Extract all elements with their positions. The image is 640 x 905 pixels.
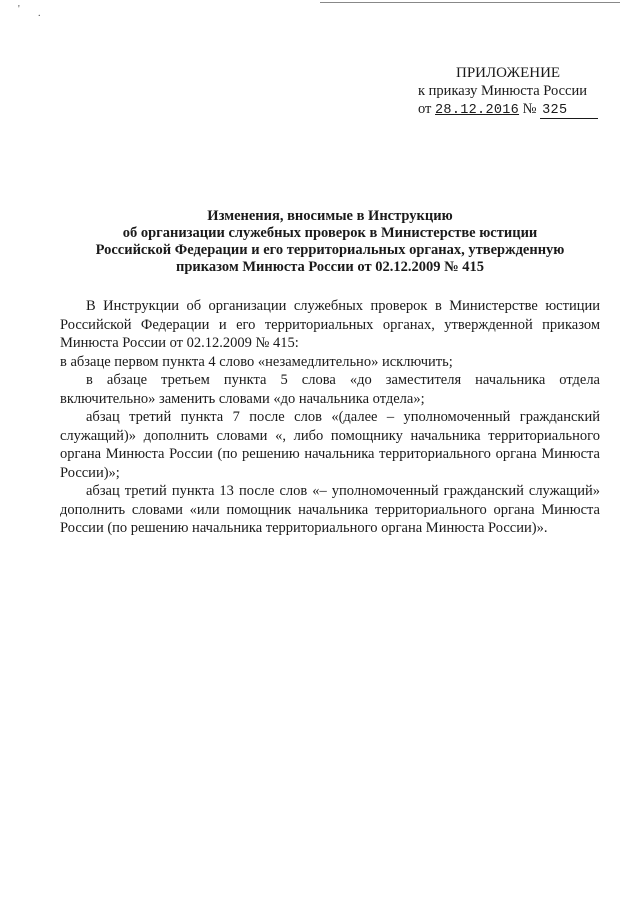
paragraph-item-5: в абзаце третьем пункта 5 слова «до заместителя начальника отдела включительно» заменить словами «до начальника отдела»; <box>60 372 600 407</box>
appendix-number-value: 325 <box>542 103 568 118</box>
heading-line-2: об организации служебных проверок в Министерстве юстиции <box>122 225 538 241</box>
appendix-number-sign: № <box>522 101 537 117</box>
scan-speck-right: . <box>38 8 41 19</box>
appendix-block <box>418 64 618 120</box>
appendix-date-value: 28.12.2016 <box>435 103 520 118</box>
paragraph-item-13: абзац третий пункта 13 после слов «– уполномоченный гражданский служащий» дополнить словами «или помощник начальника территориального органа Минюста России (по решению начальника территориального органа Минюста России)». <box>60 483 600 536</box>
appendix-title: ПРИЛОЖЕНИЕ <box>456 65 561 81</box>
scan-speck-left: ' <box>18 4 20 15</box>
paragraph-intro: В Инструкции об организации служебных проверок в Министерстве юстиции Российской Федерации и его территориальных органах, утвержденной приказом Минюста России от 02.12.2009 № 415: <box>60 298 600 351</box>
document-body <box>60 297 600 538</box>
paragraph-item-7: абзац третий пункта 7 после слов «(далее – уполномоченный гражданский служащий)» дополнить словами «, либо помощнику начальника территориального органа Минюста России (по решению начальника территориального органа Минюста России)»; <box>60 409 600 481</box>
document-heading <box>60 208 600 276</box>
scan-top-edge-line <box>320 2 620 3</box>
appendix-date-line <box>418 100 618 120</box>
appendix-date-prefix: от <box>418 101 432 117</box>
heading-line-4: приказом Минюста России от 02.12.2009 № 415 <box>175 259 485 275</box>
heading-line-3: Российской Федерации и его территориальных органах, утвержденную <box>95 242 565 258</box>
heading-line-1: Изменения, вносимые в Инструкцию <box>207 208 453 224</box>
paragraph-item-4: в абзаце первом пункта 4 слово «незамедлительно» исключить; <box>60 353 453 370</box>
appendix-order-ref: к приказу Минюста России <box>418 83 587 99</box>
appendix-number-field <box>540 102 598 119</box>
